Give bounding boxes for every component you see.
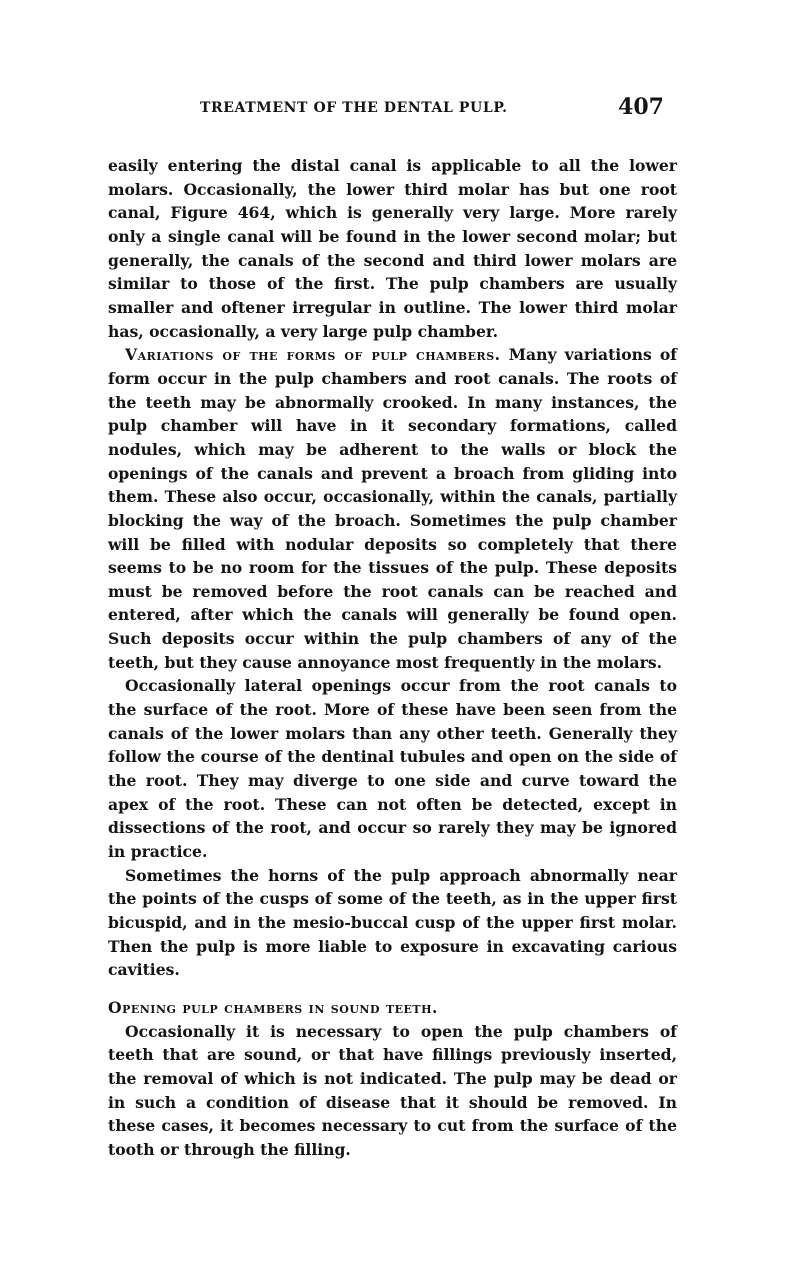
running-head [200, 94, 664, 124]
paragraph-text: Occasionally lateral openings occur from the root canals to the surface of the root. More of these have been seen from the canals of the lower molars than any other teeth. Generally they follow the course of the dentinal tubules and open on the side of the root. They may diverge to one side and curve toward the apex of the root. These can not often be detected, except in dissections of the root, and occur so rarely they may be ignored in practice. [108, 676, 677, 862]
paragraph-continued [108, 154, 677, 343]
section-heading [108, 996, 677, 1020]
paragraph-text: easily entering the distal canal is applicable to all the lower molars. Occasionally, the lower third molar has but one root canal, Figure 464, which is generally very large. More rarely only a single canal will be found in the lower second molar; but generally, the canals of the second and third lower molars are similar to those of the first. The pulp chambers are usually smaller and oftener irregular in outline. The lower third molar has, occasionally, a very large pulp chamber. [108, 156, 677, 341]
paragraph-text: Occasionally it is necessary to open the pulp chambers of teeth that are sound, or that have fillings previously inserted, the removal of which is not indicated. The pulp may be dead or in such a condition of disease that it should be removed. In these cases, it becomes necessary to cut from the surface of the tooth or through the filling. [108, 1021, 677, 1159]
page-number: 407 [618, 94, 664, 120]
paragraph-pulp-horns [108, 864, 677, 982]
paragraph-text: Many variations of form occur in the pulp chambers and root canals. The roots of the teeth may be abnormally crooked. In many instances, the pulp chamber will have in it secondary formations, called nodules, which may be adherent to the walls or block the openings of the canals and prevent a broach from gliding into them. These also occur, occasionally, within the canals, partially blocking the way of the broach. Sometimes the pulp chamber will be filled with nodular deposits so completely that there seems to be no room for the tissues of the pulp. These deposits must be removed before the root canals can be reached and entered, after which the canals will generally be found open. Such deposits occur within the pulp chambers of any of the teeth, but they cause annoyance most frequently in the molars. [108, 345, 677, 672]
paragraph-variations [108, 343, 677, 674]
paragraph-text: Sometimes the horns of the pulp approach abnormally near the points of the cusps of some of the teeth, as in the upper first bicuspid, and in the mesio-buccal cusp of the upper first molar. Then the pulp is more liable to exposure in excavating carious cavities. [108, 865, 677, 980]
paragraph-opening-chambers [108, 1020, 677, 1162]
paragraph-lead-heading: Variations of the forms of pulp chambers. [125, 345, 501, 365]
body-text [108, 154, 677, 1162]
paragraph-lateral-openings [108, 674, 677, 863]
section-heading-text: Opening pulp chambers in sound teeth. [108, 997, 438, 1017]
running-head-title: TREATMENT OF THE DENTAL PULP. [200, 100, 508, 116]
